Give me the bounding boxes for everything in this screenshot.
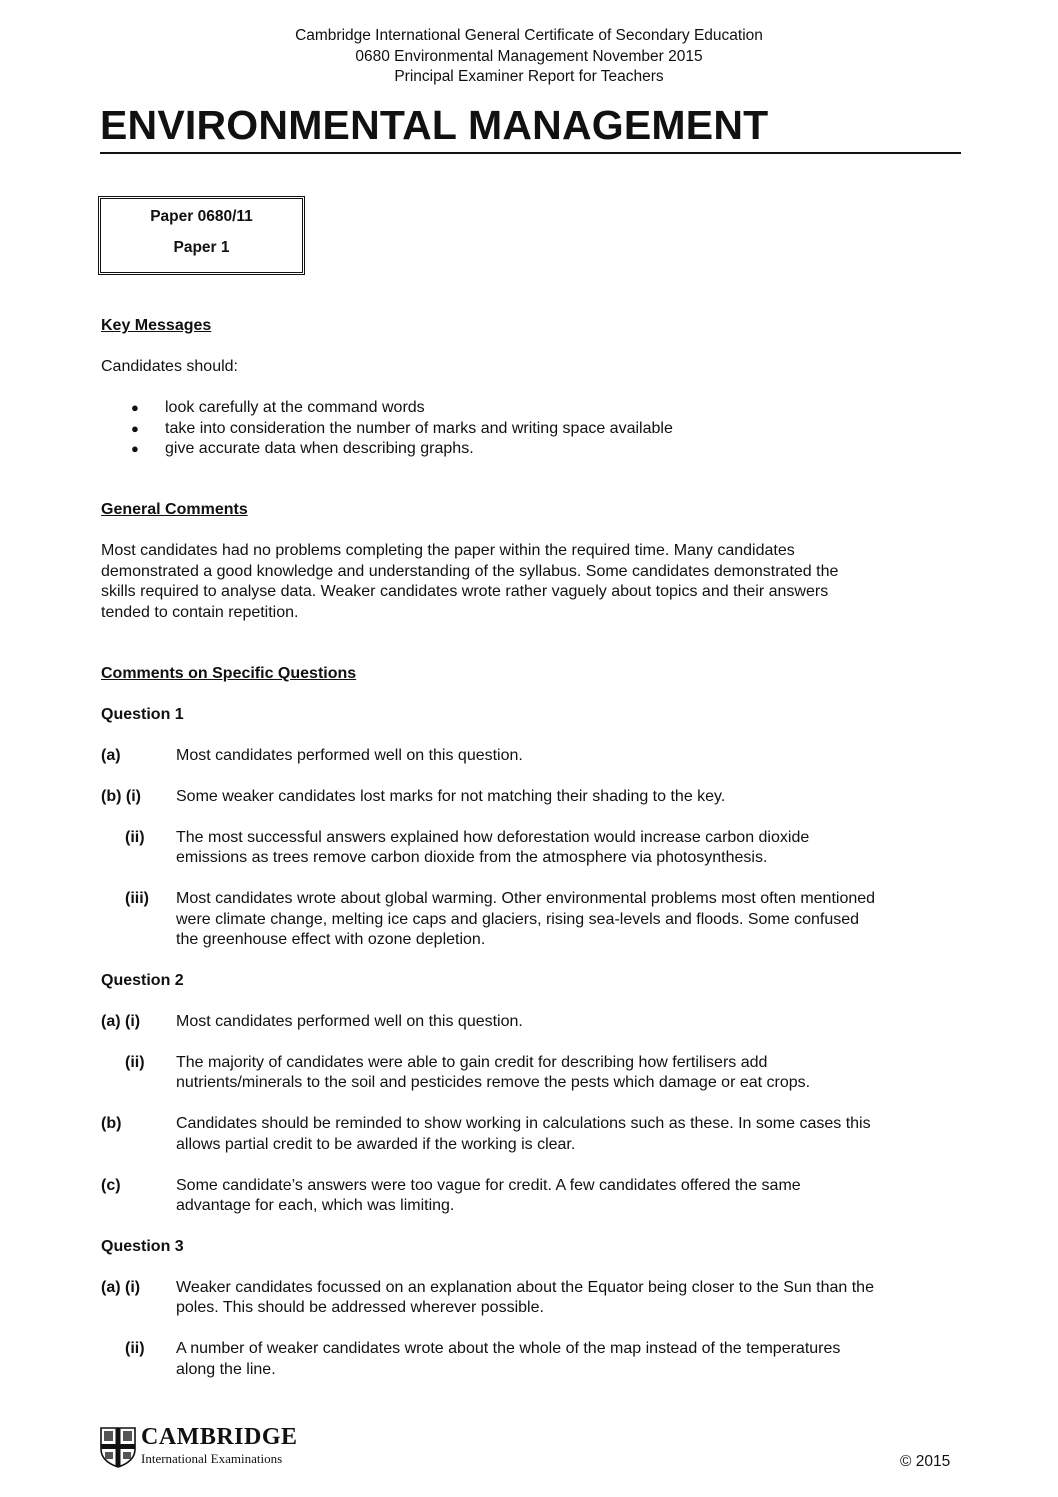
part-label: (b) xyxy=(101,1115,122,1132)
title-rule xyxy=(100,152,961,154)
general-comments-line: demonstrated a good knowledge and understanding of the syllabus. Some candidates demonstrated the xyxy=(101,563,839,580)
cambridge-shield-icon xyxy=(100,1427,136,1468)
general-comments-line: skills required to analyse data. Weaker candidates wrote rather vaguely about topics and their answers xyxy=(101,583,829,600)
paper-box xyxy=(98,196,305,275)
header-line-1: Cambridge International General Certificate of Secondary Education xyxy=(295,27,763,44)
part-text: Candidates should be reminded to show working in calculations such as these. In some cases this xyxy=(176,1115,871,1132)
part-text: Some candidate’s answers were too vague for credit. A few candidates offered the same xyxy=(176,1177,801,1194)
part-label: (a) xyxy=(101,747,121,764)
page-title: ENVIRONMENTAL MANAGEMENT xyxy=(100,102,769,148)
part-text: along the line. xyxy=(176,1361,276,1378)
part-label: (ii) xyxy=(125,1054,145,1071)
key-messages-intro: Candidates should: xyxy=(101,358,238,375)
part-text: Weaker candidates focussed on an explanation about the Equator being closer to the Sun than the xyxy=(176,1279,874,1296)
question-2-title: Question 2 xyxy=(101,972,184,989)
key-message-bullet: give accurate data when describing graphs. xyxy=(165,440,474,457)
bullet-icon: ● xyxy=(131,441,139,456)
cambridge-logo-text: CAMBRIDGE xyxy=(141,1424,298,1450)
part-text: Most candidates wrote about global warming. Other environmental problems most often mentioned xyxy=(176,890,876,907)
header-line-3: Principal Examiner Report for Teachers xyxy=(394,68,664,85)
general-comments-line: tended to contain repetition. xyxy=(101,604,299,621)
part-text: The most successful answers explained how deforestation would increase carbon dioxide xyxy=(176,829,810,846)
part-text: poles. This should be addressed wherever possible. xyxy=(176,1299,544,1316)
part-text: the greenhouse effect with ozone depletion. xyxy=(176,931,486,948)
header-line-2: 0680 Environmental Management November 2015 xyxy=(355,48,703,65)
part-text: advantage for each, which was limiting. xyxy=(176,1197,455,1214)
part-text: nutrients/minerals to the soil and pesticides remove the pests which damage or eat crops. xyxy=(176,1074,811,1091)
general-comments-heading: General Comments xyxy=(101,501,248,518)
part-text: The majority of candidates were able to gain credit for describing how fertilisers add xyxy=(176,1054,768,1071)
general-comments-line: Most candidates had no problems completing the paper within the required time. Many candidates xyxy=(101,542,795,559)
specific-comments-heading: Comments on Specific Questions xyxy=(101,665,357,682)
part-text: Most candidates performed well on this question. xyxy=(176,747,523,764)
part-label: (c) xyxy=(101,1177,121,1194)
copyright: © 2015 xyxy=(900,1453,951,1470)
key-messages-heading: Key Messages xyxy=(101,317,212,334)
part-label: (b) (i) xyxy=(101,788,141,805)
part-text: A number of weaker candidates wrote about the whole of the map instead of the temperatures xyxy=(176,1340,841,1357)
cambridge-logo-subtitle: International Examinations xyxy=(141,1451,283,1466)
part-text: allows partial credit to be awarded if the working is clear. xyxy=(176,1136,576,1153)
key-message-bullet: take into consideration the number of marks and writing space available xyxy=(165,420,673,437)
part-label: (iii) xyxy=(125,890,149,907)
part-text: were climate change, melting ice caps and glaciers, rising sea-levels and floods. Some confused xyxy=(176,911,860,928)
question-3-title: Question 3 xyxy=(101,1238,184,1255)
bullet-icon: ● xyxy=(131,400,139,415)
key-message-bullet: look carefully at the command words xyxy=(165,399,425,416)
bullet-icon: ● xyxy=(131,421,139,436)
part-text: Most candidates performed well on this question. xyxy=(176,1013,523,1030)
part-text: emissions as trees remove carbon dioxide from the atmosphere via photosynthesis. xyxy=(176,849,768,866)
part-label: (a) (i) xyxy=(101,1013,141,1030)
part-label: (ii) xyxy=(125,829,145,846)
part-label: (a) (i) xyxy=(101,1279,141,1296)
part-label: (ii) xyxy=(125,1340,145,1357)
paper-code: Paper 0680/11 xyxy=(150,208,253,225)
part-text: Some weaker candidates lost marks for not matching their shading to the key. xyxy=(176,788,726,805)
question-1-title: Question 1 xyxy=(101,706,184,723)
paper-name: Paper 1 xyxy=(173,239,230,256)
